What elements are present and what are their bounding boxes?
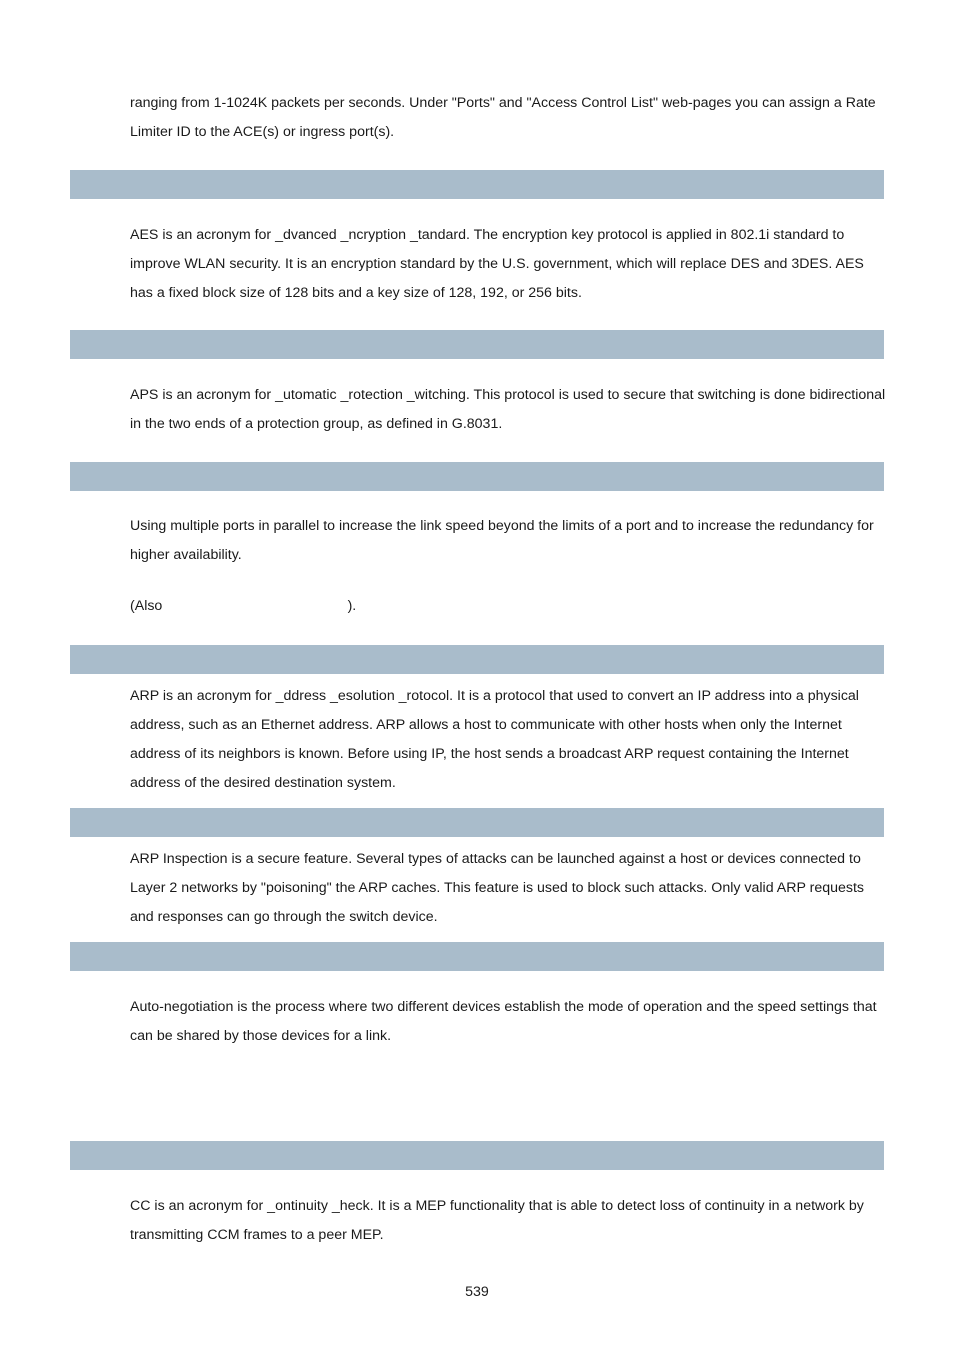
- paragraph-aggregation: Using multiple ports in parallel to increase the link speed beyond the limits of a port and to increase the redundancy for higher availability.: [130, 518, 874, 563]
- paragraph-rate-limiter: ranging from 1-1024K packets per seconds. Under "Ports" and "Access Control List" web-pages you can assign a Rate Limiter ID to the ACE(s) or ingress port(s).: [130, 95, 876, 140]
- section-header-band: [70, 462, 884, 491]
- section-header-band: [70, 645, 884, 674]
- paragraph-also-note: (Also ).: [130, 598, 357, 614]
- paragraph-aps: APS is an acronym for _utomatic _rotection _witching. This protocol is used to secure that switching is done bidirectional in the two ends of a protection group, as defined in G.8031.: [130, 387, 886, 432]
- paragraph-arp-inspection: ARP Inspection is a secure feature. Several types of attacks can be launched against a host or devices connected to Layer 2 networks by "poisoning" the ARP caches. This feature is used to block such attacks. Only valid ARP requests and responses can go through the switch device.: [130, 851, 865, 925]
- section-header-band: [70, 170, 884, 199]
- page-number: 539: [465, 1284, 489, 1300]
- paragraph-aes: AES is an acronym for _dvanced _ncryption _tandard. The encryption key protocol is applied in 802.1i standard to improve WLAN security. It is an encryption standard by the U.S. government, which will replace DES and 3DES. AES has a fixed block size of 128 bits and a key size of 128, 192, or 256 bits.: [130, 227, 864, 301]
- paragraph-arp: ARP is an acronym for _ddress _esolution _rotocol. It is a protocol that used to convert an IP address into a physical address, such as an Ethernet address. ARP allows a host to communicate with other hosts when only the Internet address of its neighbors is known. Before using IP, the host sends a broadcast ARP request containing the Internet address of the desired destination system.: [130, 688, 859, 791]
- section-header-band: [70, 942, 884, 971]
- section-header-band: [70, 1141, 884, 1170]
- section-header-band: [70, 330, 884, 359]
- section-header-band: [70, 808, 884, 837]
- paragraph-auto-negotiation: Auto-negotiation is the process where two different devices establish the mode of operation and the speed settings that can be shared by those devices for a link.: [130, 999, 877, 1044]
- paragraph-cc: CC is an acronym for _ontinuity _heck. It is a MEP functionality that is able to detect loss of continuity in a network by transmitting CCM frames to a peer MEP.: [130, 1198, 864, 1243]
